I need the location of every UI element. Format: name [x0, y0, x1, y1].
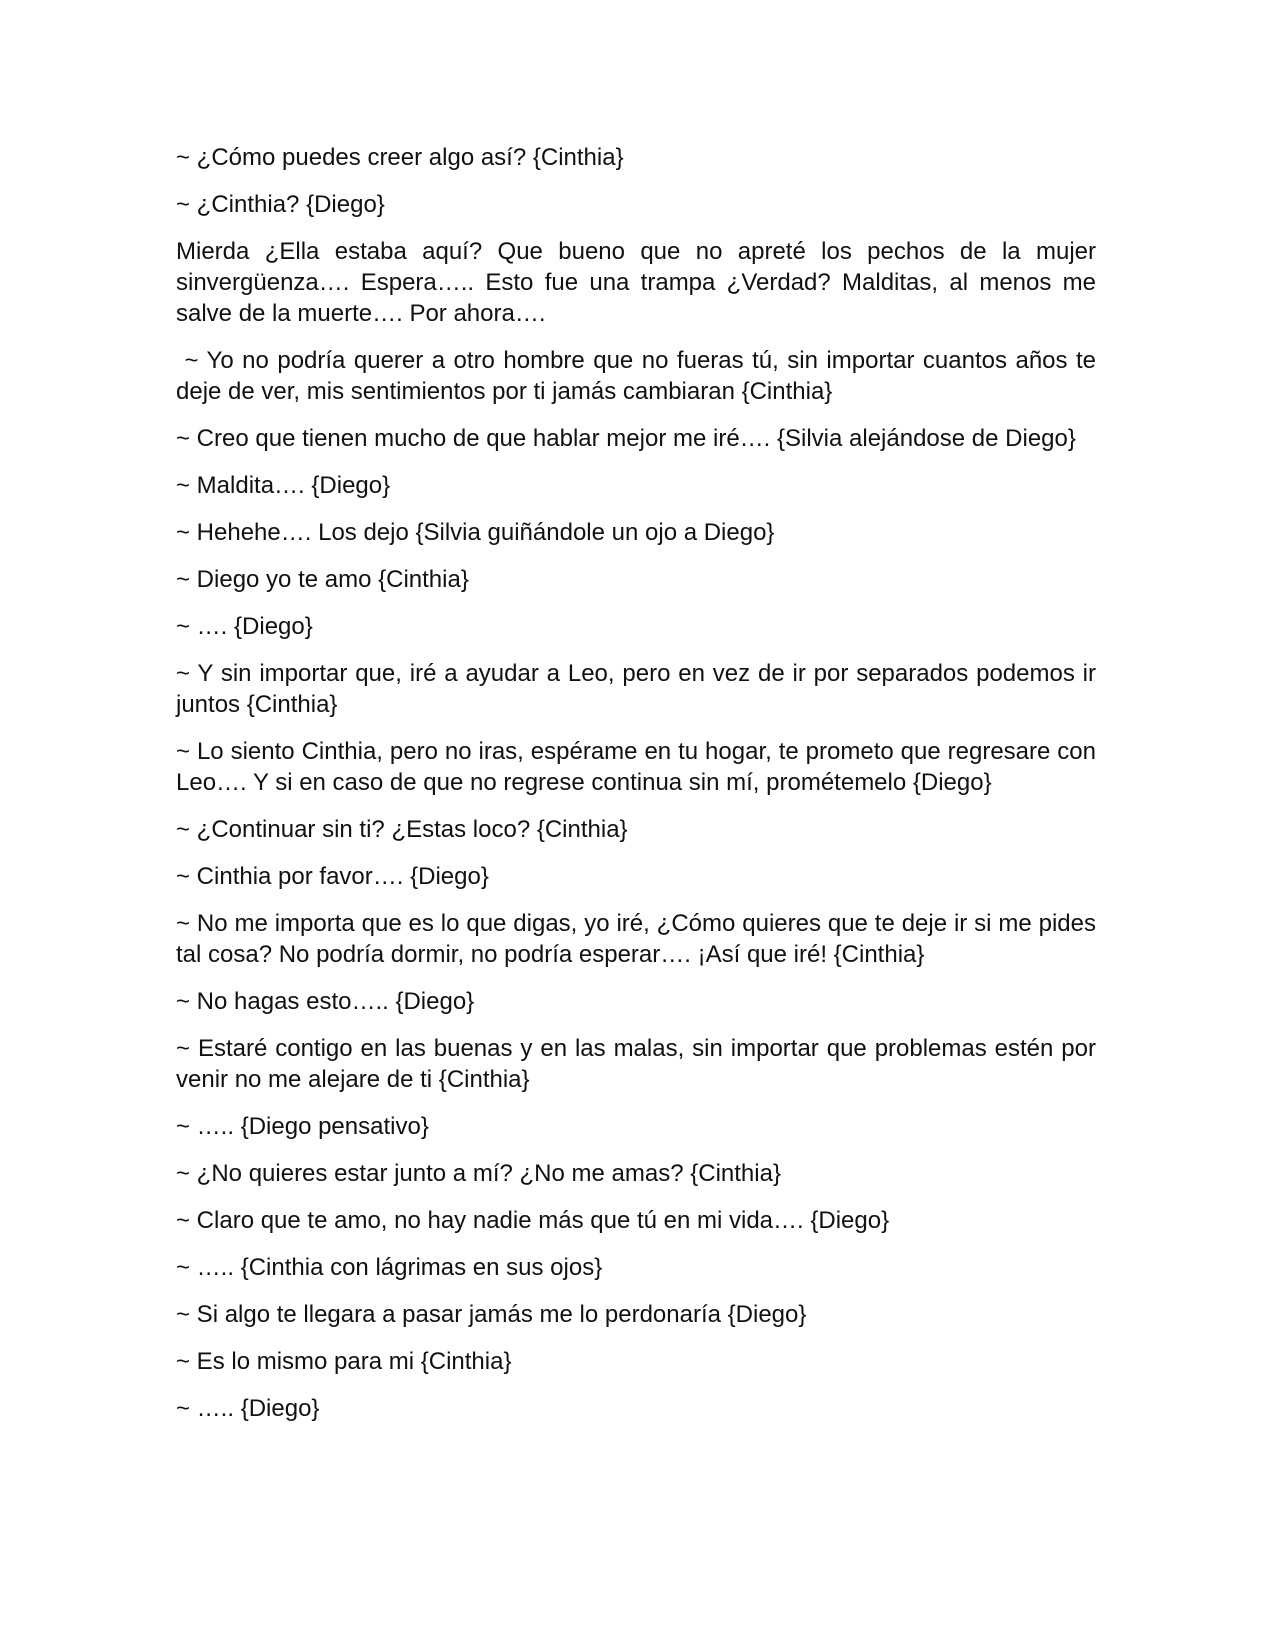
paragraph: ~ Lo siento Cinthia, pero no iras, espérame en tu hogar, te prometo que regresare con Leo…. Y si en caso de que no regrese continua sin mí, prométemelo {Diego} — [176, 738, 1103, 796]
paragraph: ~ ….. {Diego} — [176, 1395, 320, 1422]
paragraph: ~ ….. {Cinthia con lágrimas en sus ojos} — [176, 1254, 603, 1281]
paragraph: ~ Estaré contigo en las buenas y en las malas, sin importar que problemas estén por venir no me alejare de ti {Cinthia} — [176, 1035, 1103, 1093]
paragraph: ~ Hehehe…. Los dejo {Silvia guiñándole un ojo a Diego} — [176, 519, 775, 546]
paragraph: ~ Diego yo te amo {Cinthia} — [176, 566, 469, 593]
paragraph: ~ …. {Diego} — [176, 613, 313, 640]
paragraph: ~ ¿Cómo puedes creer algo así? {Cinthia} — [176, 144, 624, 171]
paragraph: ~ ¿No quieres estar junto a mí? ¿No me amas? {Cinthia} — [176, 1160, 781, 1187]
paragraph: ~ Creo que tienen mucho de que hablar mejor me iré…. {Silvia alejándose de Diego} — [176, 425, 1076, 452]
paragraph: ~ No hagas esto….. {Diego} — [176, 988, 475, 1015]
paragraph: ~ No me importa que es lo que digas, yo iré, ¿Cómo quieres que te deje ir si me pides tal cosa? No podría dormir, no podría esperar…. ¡Así que iré! {Cinthia} — [176, 910, 1103, 968]
paragraph: ~ Claro que te amo, no hay nadie más que tú en mi vida…. {Diego} — [176, 1207, 890, 1234]
paragraph: ~ Yo no podría querer a otro hombre que no fueras tú, sin importar cuantos años te deje de ver, mis sentimientos por ti jamás cambiaran {Cinthia} — [176, 347, 1103, 405]
paragraph: ~ ¿Cinthia? {Diego} — [176, 191, 385, 218]
paragraph: ~ Es lo mismo para mi {Cinthia} — [176, 1348, 512, 1375]
paragraph: ~ Cinthia por favor…. {Diego} — [176, 863, 489, 890]
paragraph: Mierda ¿Ella estaba aquí? Que bueno que no apreté los pechos de la mujer sinvergüenza…. Espera….. Esto fue una trampa ¿Verdad? Malditas, al menos me salve de la muerte…. Por ahora…. — [176, 238, 1103, 327]
paragraph: ~ ¿Continuar sin ti? ¿Estas loco? {Cinthia} — [176, 816, 628, 843]
paragraph: ~ Si algo te llegara a pasar jamás me lo perdonaría {Diego} — [176, 1301, 807, 1328]
paragraph: ~ Y sin importar que, iré a ayudar a Leo, pero en vez de ir por separados podemos ir juntos {Cinthia} — [176, 660, 1103, 718]
document-body — [176, 142, 1103, 1440]
paragraph: ~ ….. {Diego pensativo} — [176, 1113, 429, 1140]
paragraph: ~ Maldita…. {Diego} — [176, 472, 391, 499]
